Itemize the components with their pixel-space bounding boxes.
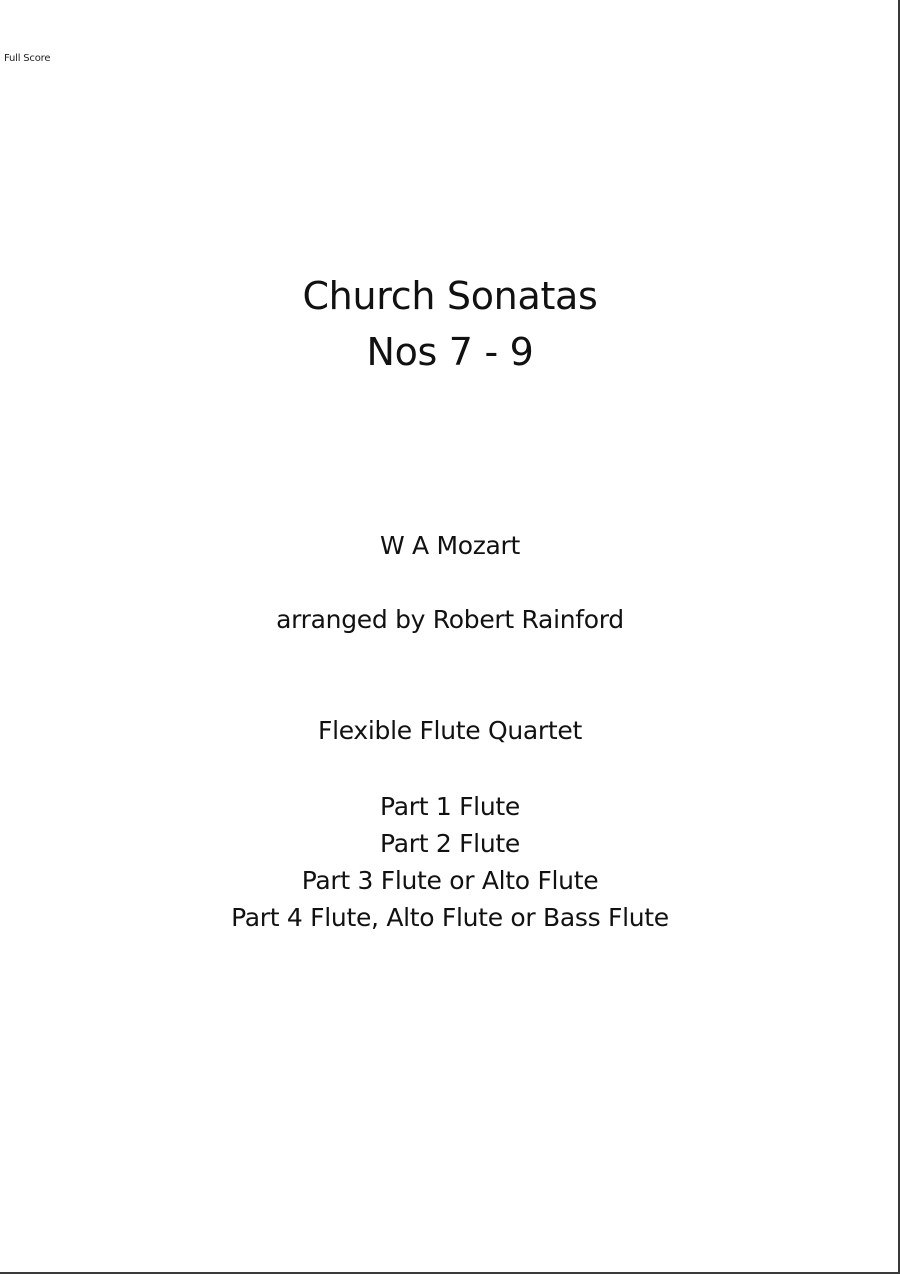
arranger-credit: arranged by Robert Rainford [276,605,624,634]
header-label: Full Score [4,53,51,64]
parts-list [0,788,900,936]
title-block [0,268,900,380]
ensemble-name: Flexible Flute Quartet [318,716,582,745]
part-item: Part 3 Flute or Alto Flute [301,866,599,895]
composer-name: W A Mozart [379,531,521,560]
part-item: Part 4 Flute, Alto Flute or Bass Flute [231,903,669,932]
title-line-2: Nos 7 - 9 [366,330,534,374]
part-item: Part 2 Flute [380,829,520,858]
part-item: Part 1 Flute [380,792,520,821]
title-line-1: Church Sonatas [302,274,598,318]
